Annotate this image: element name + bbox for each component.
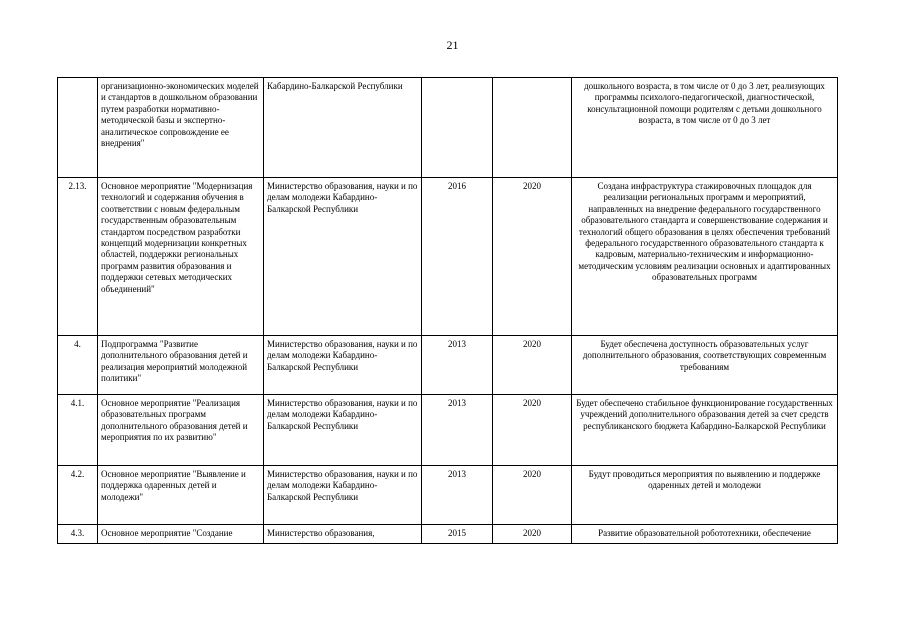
end-year: 2020: [493, 336, 572, 395]
start-year: 2013: [422, 395, 493, 466]
start-year: 2015: [422, 525, 493, 544]
table-row: [58, 525, 838, 544]
activity-name: Основное мероприятие "Создание: [98, 525, 264, 544]
table-row: [58, 78, 838, 178]
row-number: [58, 78, 98, 178]
table-row: [58, 178, 838, 336]
row-number: 4.2.: [58, 466, 98, 525]
start-year: [422, 78, 493, 178]
table-row: [58, 395, 838, 466]
page-number: 21: [446, 38, 459, 52]
expected-result: Развитие образовательной робототехники, обеспечение: [572, 525, 838, 544]
expected-result: Будет обеспечена доступность образовательных услуг дополнительного образования, соответствующих современным требованиям: [572, 336, 838, 395]
start-year: 2013: [422, 336, 493, 395]
expected-result: Создана инфраструктура стажировочных площадок для реализации региональных программ и мероприятий, направленных на внедрение федерального государственного образовательного стандарта и совершенствование содержания и технологий общего образования в целях обеспечения требований федерального государственного образовательного стандарта к кадровым, материально-техническим и информационно-методическим условиям реализации основных и адаптированных образовательных программ: [572, 178, 838, 336]
end-year: 2020: [493, 395, 572, 466]
expected-result: Будет обеспечено стабильное функционирование государственных учреждений дополнительного образования детей за счет средств республиканского бюджета Кабардино-Балкарской Республики: [572, 395, 838, 466]
table-row: [58, 336, 838, 395]
start-year: 2016: [422, 178, 493, 336]
expected-result: дошкольного возраста, в том числе от 0 до 3 лет, реализующих программы психолого-педагогической, диагностической, консультационной помощи родителям с детьми дошкольного возраста, в том числе от 0 до 3 лет: [572, 78, 838, 178]
program-activities-table: [57, 77, 838, 544]
start-year: 2013: [422, 466, 493, 525]
end-year: 2020: [493, 466, 572, 525]
activity-name: Подпрограмма "Развитие дополнительного образования детей и реализация мероприятий молодежной политики": [98, 336, 264, 395]
end-year: 2020: [493, 178, 572, 336]
end-year: [493, 78, 572, 178]
table-row: [58, 466, 838, 525]
activity-name: Основное мероприятие "Модернизация технологий и содержания обучения в соответствии с новым федеральным государственным образовательным стандартом посредством разработки концепций модернизации конкретных областей, поддержки региональных программ развития образования и поддержки сетевых методических объединений": [98, 178, 264, 336]
executor: Министерство образования, науки и по делам молодежи Кабардино-Балкарской Республики: [264, 336, 422, 395]
executor: Министерство образования, науки и по делам молодежи Кабардино-Балкарской Республики: [264, 178, 422, 336]
activity-name: Основное мероприятие "Выявление и поддержка одаренных детей и молодежи": [98, 466, 264, 525]
row-number: 4.: [58, 336, 98, 395]
activity-name: Основное мероприятие "Реализация образовательных программ дополнительного образования детей и мероприятия по их развитию": [98, 395, 264, 466]
executor: Министерство образования,: [264, 525, 422, 544]
activity-name: организационно-экономических моделей и стандартов в дошкольном образовании путем разработки нормативно-методической базы и экспертно-аналитическое сопровождение ее внедрения": [98, 78, 264, 178]
executor: Министерство образования, науки и по делам молодежи Кабардино-Балкарской Республики: [264, 466, 422, 525]
expected-result: Будут проводиться мероприятия по выявлению и поддержке одаренных детей и молодежи: [572, 466, 838, 525]
executor: Министерство образования, науки и по делам молодежи Кабардино-Балкарской Республики: [264, 395, 422, 466]
row-number: 2.13.: [58, 178, 98, 336]
row-number: 4.3.: [58, 525, 98, 544]
end-year: 2020: [493, 525, 572, 544]
row-number: 4.1.: [58, 395, 98, 466]
executor: Кабардино-Балкарской Республики: [264, 78, 422, 178]
